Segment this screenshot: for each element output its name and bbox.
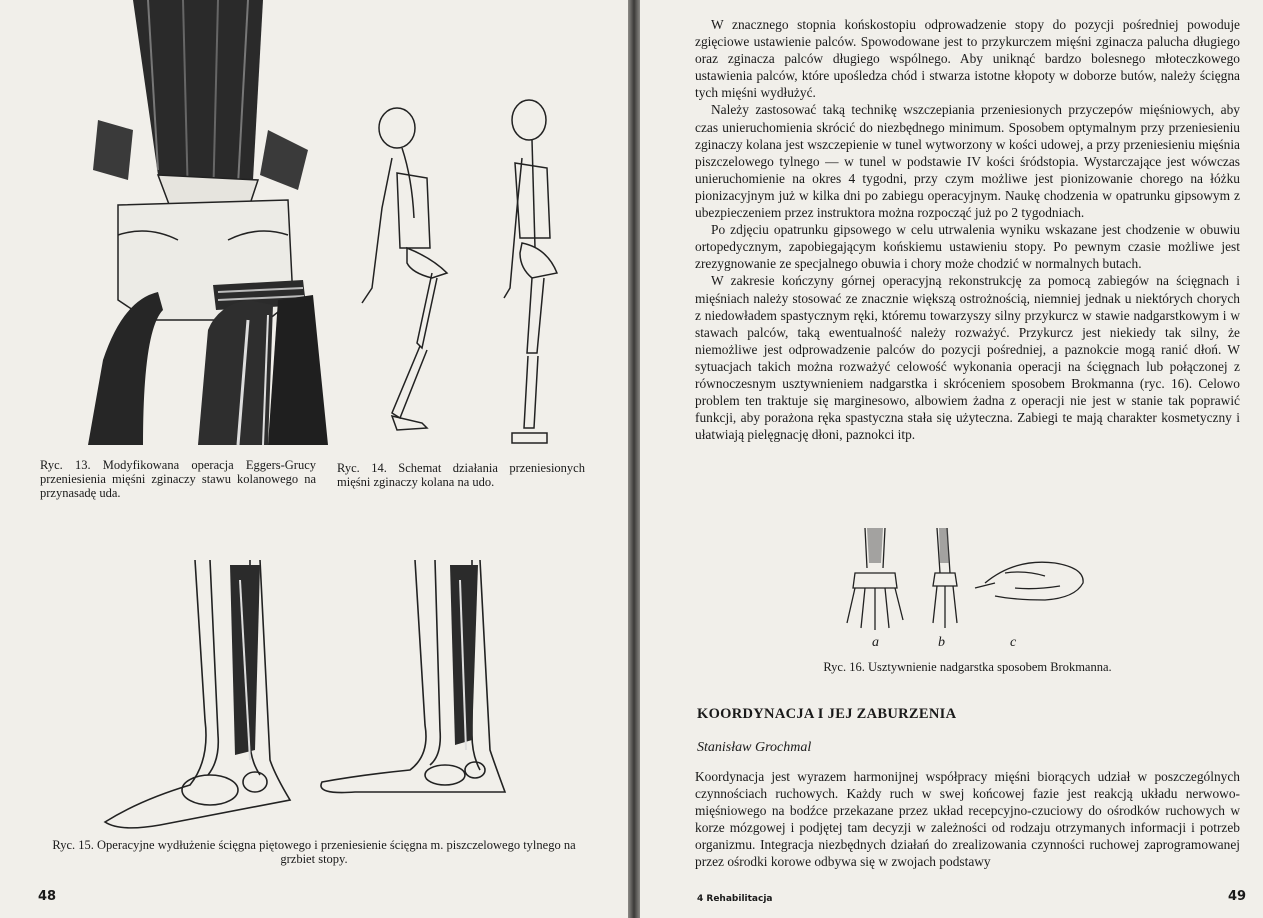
figure-14-caption: Ryc. 14. Schemat działania przeniesionych mięśni zginaczy kolana na udo. [337,461,585,489]
main-body-text [695,16,1240,443]
left-page [0,0,628,918]
right-page [640,0,1263,918]
page-number-right: 49 [1228,889,1247,904]
paragraph: Koordynacja jest wyrazem harmonijnej współpracy mięśni biorących udział w poszczególnych czynnościach ruchowych. Każdy ruch w swej końcowej fazie jest reakcją układu nerwowo-mięśniowego na bodźce przekazane przez układ recepcyjno-czuciowy do ośrodków ruchowych w korze mózgowej i podjętej tam decyzji w zależności od rodzaju otrzymanych informacji i potrzeb organizmu. Integracja niezbędnych działań do zrealizowania czynności ruchowej zaprogramowanej przez ośrodki korowe odbywa się w zwojach podstawy [695,769,1240,870]
figure-16-label-c: c [1010,635,1017,650]
page-number-left: 48 [38,889,57,904]
paragraph: W znacznego stopnia końskostopiu odprowadzenie stopy do pozycji pośredniej powoduje zgięciowe ustawienie palców. Spowodowane jest to przykurczem mięśni zginacza palucha długiego oraz zginacza palców długiego wspólnego. Aby uniknąć bardzo bolesnego młoteczkowego ustawienia palców, które upośledza chód i stwarza istotne kłopoty w doborze butów, należy ścięgna tych mięśni wydłużyć. [695,17,1240,101]
paragraph: Należy zastosować taką technikę wszczepiania przeniesionych przyczepów mięśniowych, aby czas unieruchomienia skrócić do niezbędnego minimum. Sposobem optymalnym przy przeniesieniu zginaczy kolana jest wszczepienie w tunel wytworzony w kości udowej, a przy przeniesieniu mięśnia piszczelowego tylnego — w tunel w podstawie IV kości śródstopia. Wystarczające jest wówczas unieruchomienie na okres 4 tygodni, przy czym możliwe jest pionizowanie chorego na łóżku pionizacyjnym już w kilka dni po zabiegu operacyjnym. Naukę chodzenia w opatrunku gipsowym z ubezpieczeniem przez instruktora można rozpocząć już po 2 tygodniach. [695,102,1240,221]
paragraph: W zakresie kończyny górnej operacyjną rekonstrukcję za pomocą zabiegów na ścięgnach i mięśniach należy stosować ze znacznie większą ostrożnością, niemniej jednak u niektórych chorych z niedowładem spastycznym ręki, któremu towarzyszy silny przykurcz w stawie nadgarstkowym i w stawach palców, taką ewentualność należy rozważyć. Przykurcz jest niekiedy tak silny, że niemożliwe jest odprowadzenie palców do pozycji pośredniej, a paznokcie mogą ranić dłoń. W sytuacjach takich można rozważyć celowość wykonania operacji na ścięgnach lub połączonej z równoczesnym usztywnieniem nadgarstka i skróceniem sposobem Brokmanna (ryc. 16). Celowo problem ten traktuje się marginesowo, albowiem żadna z operacji nie jest w stanie tak poprawić funkcji, aby porażona ręka spastyczna stała się użyteczna. Zabiegi te mają charakter kosmetyczny i ułatwiają pielęgnację dłoni, paznokci itp. [695,273,1240,443]
figure-16-label-b: b [938,635,945,650]
section-body-text [695,768,1240,871]
figure-14-skeleton-schematic [352,98,582,448]
section-author: Stanisław Grochmal [697,740,812,755]
page-footer-note: 4 Rehabilitacja [697,894,773,904]
paragraph: Po zdjęciu opatrunku gipsowego w celu utrwalenia wyniku wskazane jest chodzenie w obuwiu ortopedycznym, zapobiegającym końskiemu ustawieniu stopy. Po pewnym czasie możliwe jest zrezygnowanie ze specjalnego obuwia i chory może chodzić w normalnych butach. [695,222,1240,272]
figure-16-caption: Ryc. 16. Usztywnienie nadgarstka sposobem Brokmanna. [823,660,1112,674]
figure-13-caption: Ryc. 13. Modyfikowana operacja Eggers-Grucy przeniesienia mięśni zginaczy stawu kolanowego na przynasadę uda. [40,458,316,500]
figure-15-caption: Ryc. 15. Operacyjne wydłużenie ścięgna piętowego i przeniesienie ścięgna m. piszczelowego tylnego na grzbiet stopy. [52,838,576,866]
section-heading: KOORDYNACJA I JEJ ZABURZENIA [697,706,957,722]
figure-13-knee-muscle-transfer [88,0,328,445]
book-gutter [628,0,640,918]
figure-16-label-a: a [872,635,879,650]
figure-15-tendon-lengthening [100,560,510,835]
figure-16-wrist-fusion [845,528,1090,640]
